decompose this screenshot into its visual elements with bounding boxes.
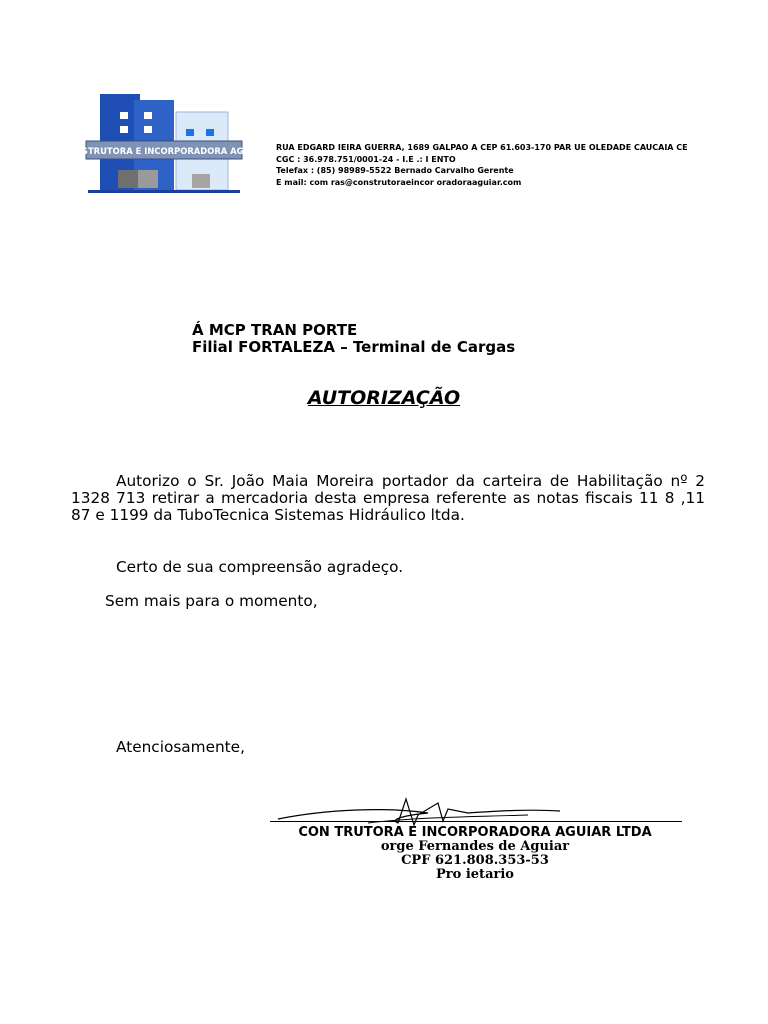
document-title: AUTORIZAÇÃO — [307, 387, 461, 409]
signer-company: CON TRUTORA E INCORPORADORA AGUIAR LTDA — [298, 825, 652, 840]
signer-cpf: CPF 621.808.353-53 — [401, 853, 549, 868]
company-email: E mail: com ras@construtoraeincor oradoraaguiar.com — [276, 177, 522, 187]
signer-role: Pro ietario — [436, 867, 514, 882]
signer-name: orge Fernandes de Aguiar — [380, 839, 570, 854]
company-phone: Telefax : (85) 98989-5522 Bernado Carvalho Gerente — [276, 166, 514, 175]
thanks-line: Certo de sua compreensão agradeço. — [116, 558, 404, 576]
company-header-info — [276, 142, 756, 188]
logo-text: CONSTRUTORA E INCORPORADORA AGUIAR — [61, 146, 267, 156]
addressee-line-2: Filial FORTALEZA – Terminal de Cargas — [192, 338, 516, 356]
addressee-block — [192, 322, 515, 356]
company-logo — [61, 92, 267, 196]
company-registration: CGC : 36.978.751/0001-24 - I.E .: I ENTO — [276, 154, 456, 164]
authorization-paragraph: Autorizo o Sr. João Maia Moreira portador da carteira de Habilitação nº 2 1328 713 retirar a mercadoria desta empresa referente as notas fiscais 11 8 ,11 87 e 1199 da TuboTecnica Sistemas Hidráulico ltda. — [71, 472, 705, 524]
company-address: RUA EDGARD IEIRA GUERRA, 1689 GALPAO A CEP 61.603-170 PAR UE OLEDADE CAUCAIA CE — [276, 143, 688, 152]
signature-block — [250, 826, 700, 882]
regards-line: Atenciosamente, — [116, 738, 245, 756]
addressee-line-1: Á MCP TRAN PORTE — [192, 321, 358, 339]
closing-line: Sem mais para o momento, — [105, 592, 318, 610]
